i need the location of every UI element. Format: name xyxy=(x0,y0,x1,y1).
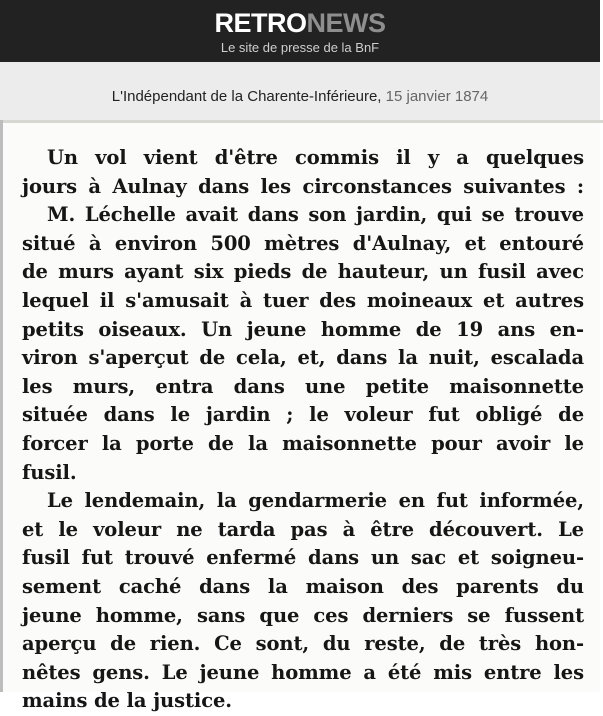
article-line: situé à environ 500 mètres d'Aulnay, et entouré xyxy=(22,231,584,255)
article-line: lequel il s'amusait à tuer des moineaux et autres xyxy=(22,288,584,312)
article-line: jeune homme, sans que ces derniers se fussent xyxy=(22,603,584,627)
source-line xyxy=(112,88,488,105)
article-line: aperçu de rien. Ce sont, du reste, de très hon- xyxy=(22,632,584,656)
article-line: Un vol vient d'être commis il y a quelques xyxy=(47,146,584,169)
article-line: M. Léchelle avait dans son jardin, qui se trouve xyxy=(47,203,584,227)
article-line: de murs ayant six pieds de hauteur, un fusil avec xyxy=(22,260,584,284)
newspaper-scan xyxy=(0,120,600,713)
article-line: située dans le jardin ; le voleur fut obligé de xyxy=(22,403,584,427)
article-line: viron s'aperçut de cela, et, dans la nuit, escalada xyxy=(22,346,584,370)
publication-date: 15 janvier 1874 xyxy=(385,87,489,105)
site-tagline: Le site de presse de la BnF xyxy=(220,39,380,55)
article-line: jours à Aulnay dans les circonstances suivantes : xyxy=(22,174,584,198)
article-line: mains de la justice. xyxy=(22,689,232,713)
retronews-logo[interactable]: RETRONEWS xyxy=(214,7,386,38)
site-header xyxy=(0,0,600,62)
article-line: fusil. xyxy=(22,460,77,484)
article-line: forcer la porte de la maisonnette pour avoir le xyxy=(22,431,584,455)
article-line: nêtes gens. Le jeune homme a été mis entre les xyxy=(22,660,584,684)
article-line: Le lendemain, la gendarmerie en fut informée, xyxy=(47,489,584,513)
article-line: sement caché dans la maison des parents du xyxy=(22,574,584,598)
article-line: les murs, entra dans une petite maisonnette xyxy=(22,374,584,398)
article-line: et le voleur ne tarda pas à être découvert. Le xyxy=(22,517,584,541)
source-bar xyxy=(0,62,600,120)
article-text xyxy=(22,144,584,716)
article-line: petits oiseaux. Un jeune homme de 19 ans en- xyxy=(22,317,584,341)
article-line: fusil fut trouvé enfermé dans un sac et soigneu- xyxy=(22,546,584,570)
publication-title: L'Indépendant de la Charente-Inférieure, xyxy=(111,87,382,105)
